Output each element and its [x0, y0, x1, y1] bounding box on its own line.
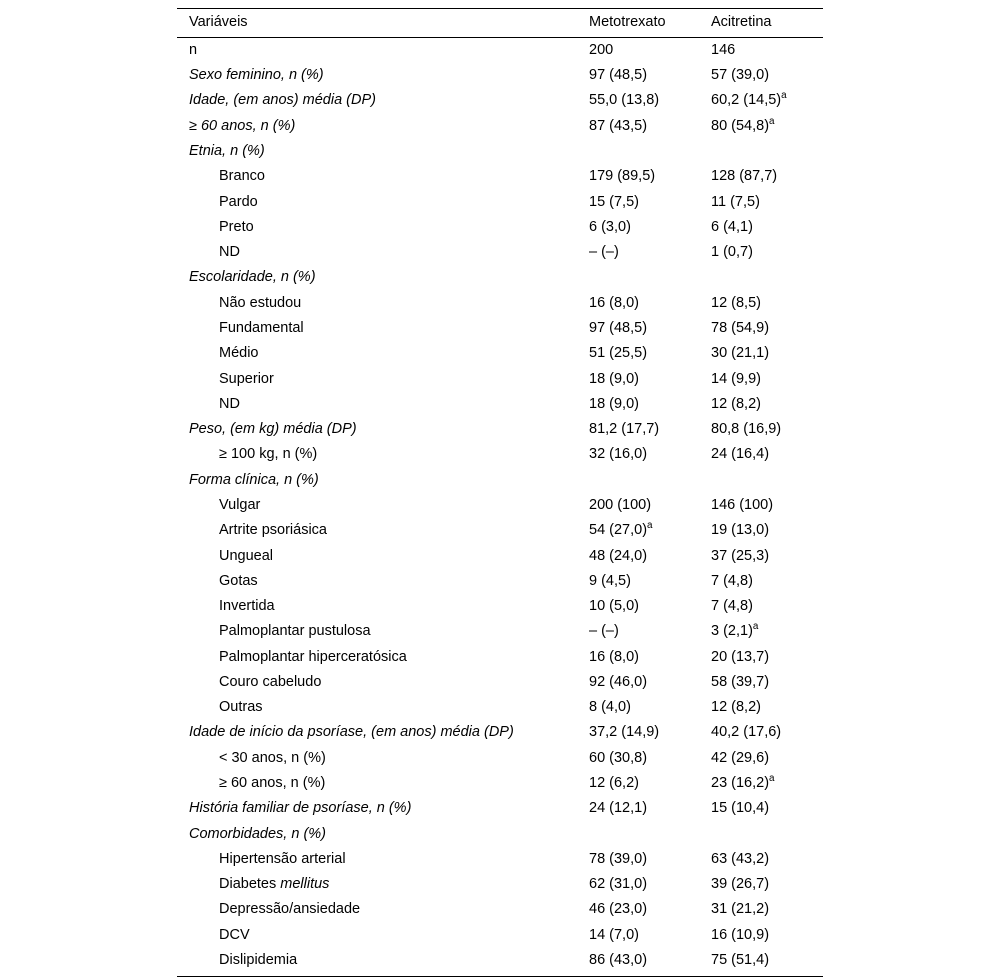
row-label: Branco: [219, 168, 265, 185]
cell-metotrexato: 97 (48,5): [589, 319, 648, 336]
table-container: [177, 8, 823, 977]
table-row: [177, 568, 823, 593]
row-label: Couro cabeludo: [219, 673, 322, 690]
cell-metotrexato: 46 (23,0): [589, 901, 648, 918]
cell-metotrexato: 10 (5,0): [589, 598, 639, 615]
cell-acitretina: 146 (100): [711, 496, 774, 513]
cell-acitretina: 23 $(16,2)^a$: [711, 773, 775, 792]
cell-acitretina: 12 (8,2): [711, 699, 761, 716]
row-label: Dislipidemia: [177, 948, 577, 976]
row-label: Ungueal: [219, 547, 274, 564]
cell-acitretina: [699, 139, 823, 164]
cell-metotrexato: 60 (30,8): [589, 749, 648, 766]
cell-metotrexato: 37,2 (14,9): [589, 724, 660, 741]
cell-metotrexato: 81,2 (17,7): [589, 421, 660, 438]
cell-acitretina: 24 (16,4): [711, 446, 770, 463]
cell-acitretina: 3 $(2,1)^a$: [711, 621, 759, 640]
row-label: ≥ 60 anos, n (%): [219, 775, 326, 792]
cell-acitretina: 15 (10,4): [711, 800, 770, 817]
column-header-acitretina: Acitretina: [699, 9, 823, 38]
cell-acitretina: 42 (29,6): [711, 749, 770, 766]
cell-acitretina: 16 (10,9): [711, 926, 770, 943]
row-label: ≥ 60 anos, n (%): [189, 117, 296, 134]
row-label: ND: [219, 244, 240, 261]
cell-metotrexato: 32 (16,0): [589, 446, 648, 463]
row-label: Pardo: [219, 193, 258, 210]
cell-metotrexato: 97 (48,5): [589, 67, 648, 84]
table-row: [177, 290, 823, 315]
table-row: [177, 366, 823, 391]
table-row: [177, 189, 823, 214]
table-row: [177, 771, 823, 796]
table-row: [177, 745, 823, 770]
cell-metotrexato: [577, 265, 699, 290]
cell-acitretina: 57 (39,0): [711, 67, 770, 84]
table-row: [177, 467, 823, 492]
row-label: Sexo feminino, n (%): [189, 67, 324, 84]
cell-acitretina: 39 (26,7): [711, 876, 770, 893]
row-label: Forma clínica, n (%): [189, 471, 319, 488]
cell-metotrexato: 18 (9,0): [589, 395, 639, 412]
cell-metotrexato: [577, 821, 699, 846]
cell-metotrexato: 62 (31,0): [589, 876, 648, 893]
cell-metotrexato: 51 (25,5): [589, 345, 648, 362]
cell-metotrexato: 6 (3,0): [589, 218, 631, 235]
cell-acitretina: 146: [711, 41, 736, 58]
cell-metotrexato: 179 (89,5): [589, 168, 656, 185]
table-row: [177, 341, 823, 366]
cell-acitretina: [699, 821, 823, 846]
table-row: [177, 644, 823, 669]
row-label: Fundamental: [219, 319, 304, 336]
cell-acitretina: 12 (8,5): [711, 294, 761, 311]
cell-acitretina: 78 (54,9): [711, 319, 770, 336]
row-label: Idade, (em anos) média (DP): [189, 92, 376, 109]
table-row: [177, 847, 823, 872]
cell-metotrexato: 200 (100): [589, 496, 652, 513]
table-row: [177, 37, 823, 63]
row-label: Gotas: [219, 572, 258, 589]
table-row: [177, 113, 823, 138]
row-label: Etnia, n (%): [189, 143, 265, 160]
row-label: Diabetes mellitus: [219, 876, 330, 893]
row-label: Palmoplantar pustulosa: [219, 623, 371, 640]
cell-acitretina: 60,2 $(14,5)^a$: [711, 90, 787, 109]
cell-acitretina: 6 (4,1): [711, 218, 753, 235]
table-row: [177, 619, 823, 644]
cell-acitretina: [699, 467, 823, 492]
row-label: Idade de início da psoríase, (em anos) média (DP): [189, 724, 514, 741]
cell-acitretina: [699, 265, 823, 290]
column-header-variables: Variáveis: [177, 9, 577, 38]
row-label: Superior: [219, 370, 274, 387]
table-row: [177, 265, 823, 290]
cell-acitretina: 31 (21,2): [711, 901, 770, 918]
table-body: [177, 37, 823, 976]
table-row: [177, 316, 823, 341]
row-label: Médio: [219, 345, 259, 362]
cell-acitretina: 11 (7,5): [711, 193, 760, 210]
cell-acitretina: 19 (13,0): [711, 522, 770, 539]
cell-acitretina: 30 (21,1): [711, 345, 770, 362]
row-label: Depressão/ansiedade: [219, 901, 361, 918]
cell-metotrexato: – (–): [589, 623, 619, 640]
cell-metotrexato: 8 (4,0): [589, 699, 631, 716]
cell-acitretina: 58 (39,7): [711, 673, 770, 690]
table-row: [177, 417, 823, 442]
table-row: [177, 543, 823, 568]
cell-metotrexato: 14 (7,0): [589, 926, 639, 943]
cell-acitretina: 80,8 (16,9): [711, 421, 782, 438]
cell-acitretina: 80 $(54,8)^a$: [711, 115, 775, 134]
row-label: Artrite psoriásica: [219, 522, 327, 539]
table-row: [177, 391, 823, 416]
cell-metotrexato: 18 (9,0): [589, 370, 639, 387]
characteristics-table: [177, 8, 823, 977]
cell-acitretina: 14 (9,9): [711, 370, 761, 387]
cell-acitretina: 7 (4,8): [711, 572, 753, 589]
cell-metotrexato: 16 (8,0): [589, 648, 639, 665]
cell-metotrexato: 55,0 (13,8): [589, 92, 660, 109]
cell-acitretina: 40,2 (17,6): [711, 724, 782, 741]
cell-acitretina: 1 (0,7): [711, 244, 753, 261]
table-row: [177, 872, 823, 897]
column-header-metotrexato: Metotrexato: [577, 9, 699, 38]
row-label: Escolaridade, n (%): [189, 269, 316, 286]
cell-metotrexato: 15 (7,5): [589, 193, 639, 210]
cell-metotrexato: 54 $(27,0)^a$: [589, 520, 653, 539]
table-row: [177, 922, 823, 947]
row-label: Palmoplantar hiperceratósica: [219, 648, 407, 665]
row-label: Hipertensão arterial: [219, 850, 346, 867]
row-label: Não estudou: [219, 294, 302, 311]
row-label: ≥ 100 kg, n (%): [219, 446, 318, 463]
table-row: [177, 164, 823, 189]
row-label: ND: [219, 395, 240, 412]
cell-metotrexato: 87 (43,5): [589, 117, 648, 134]
table-row: [177, 670, 823, 695]
cell-acitretina: 63 (43,2): [711, 850, 770, 867]
table-row: [177, 493, 823, 518]
cell-metotrexato: [577, 139, 699, 164]
row-label: DCV: [219, 926, 250, 943]
table-row: [177, 518, 823, 543]
cell-acitretina: 128 (87,7): [711, 168, 778, 185]
table-row: [177, 897, 823, 922]
cell-metotrexato: 92 (46,0): [589, 673, 648, 690]
cell-metotrexato: 200: [589, 41, 614, 58]
cell-acitretina: 12 (8,2): [711, 395, 761, 412]
cell-metotrexato: [577, 467, 699, 492]
table-row: [177, 796, 823, 821]
row-label: Comorbidades, n (%): [189, 825, 326, 842]
cell-metotrexato: 9 (4,5): [589, 572, 631, 589]
cell-metotrexato: 16 (8,0): [589, 294, 639, 311]
table-row: [177, 695, 823, 720]
table-header-row: [177, 9, 823, 38]
table-row: [177, 240, 823, 265]
cell-metotrexato: 12 (6,2): [589, 775, 639, 792]
cell-metotrexato: – (–): [589, 244, 619, 261]
table-row: [177, 63, 823, 88]
table-row: [177, 720, 823, 745]
table-row: [177, 442, 823, 467]
table-row: [177, 139, 823, 164]
cell-metotrexato: 78 (39,0): [589, 850, 648, 867]
row-label: < 30 anos, n (%): [219, 749, 326, 766]
cell-acitretina: 75 (51,4): [699, 948, 823, 976]
cell-metotrexato: 86 (43,0): [577, 948, 699, 976]
cell-metotrexato: 24 (12,1): [589, 800, 648, 817]
table-header: [177, 9, 823, 38]
row-label: Peso, (em kg) média (DP): [189, 421, 357, 438]
row-label: História familiar de psoríase, n (%): [189, 800, 412, 817]
cell-acitretina: 37 (25,3): [711, 547, 770, 564]
table-row: [177, 948, 823, 976]
cell-metotrexato: 48 (24,0): [589, 547, 648, 564]
table-row: [177, 214, 823, 239]
row-label: Outras: [219, 699, 263, 716]
row-label: Preto: [219, 218, 254, 235]
table-row: [177, 594, 823, 619]
cell-acitretina: 20 (13,7): [711, 648, 770, 665]
row-label: Invertida: [219, 598, 275, 615]
table-row: [177, 821, 823, 846]
row-label: n: [189, 41, 198, 58]
table-row: [177, 88, 823, 113]
cell-acitretina: 7 (4,8): [711, 598, 753, 615]
row-label: Vulgar: [219, 496, 261, 513]
